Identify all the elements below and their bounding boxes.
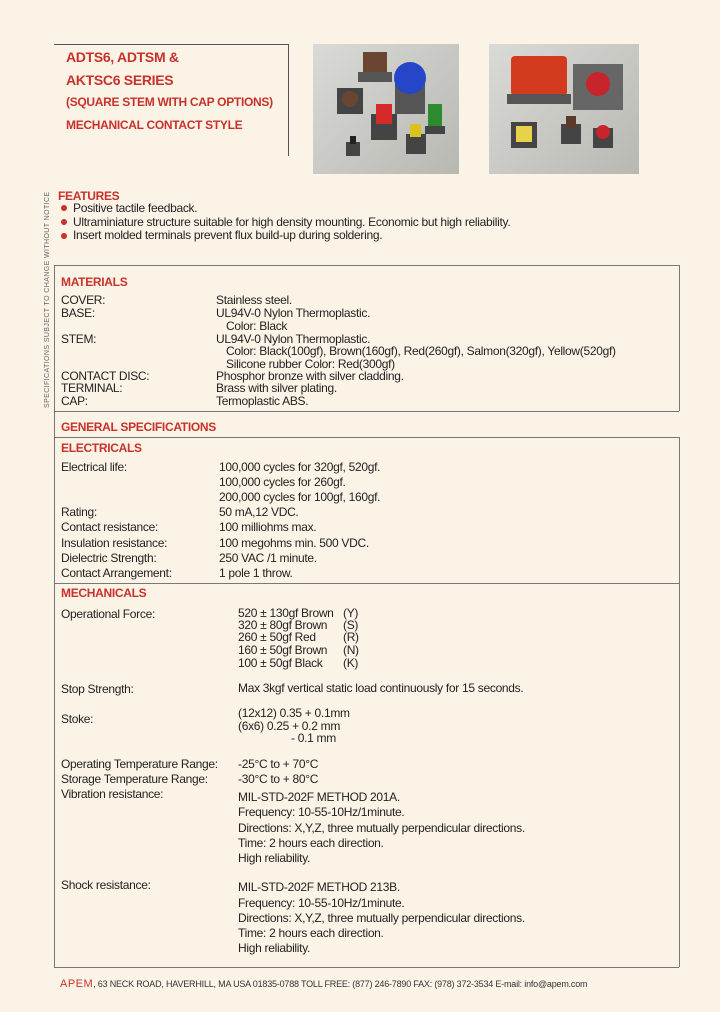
material-label: BASE: [61, 306, 95, 320]
mech-value: MIL-STD-202F METHOD 201A. [238, 790, 400, 804]
divider [679, 265, 680, 411]
mech-value: High reliability. [238, 941, 311, 955]
product-photo-left [313, 44, 459, 174]
material-value: UL94V-0 Nylon Thermoplastic. [216, 306, 371, 320]
materials-heading: MATERIALS [61, 275, 128, 289]
mech-value: Time: 2 hours each direction. [238, 926, 384, 940]
material-label: TERMINAL: [61, 381, 123, 395]
divider [679, 437, 680, 583]
material-value: UL94V-0 Nylon Thermoplastic. [216, 332, 371, 346]
divider [54, 411, 679, 412]
brand-name: APEM [60, 978, 94, 990]
mech-label: Operational Force: [61, 607, 155, 621]
force-value: 160 ± 50gf Brown [238, 643, 328, 657]
title-line-4: MECHANICAL CONTACT STYLE [66, 118, 243, 132]
force-code: (S) [343, 618, 359, 632]
force-code: (N) [343, 643, 359, 657]
material-value: Color: Black(100gf), Brown(160gf), Red(260gf), Salmon(320gf), Yellow(520gf) [226, 344, 616, 358]
material-label: CAP: [61, 394, 88, 408]
mech-value: Directions: X,Y,Z, three mutually perpendicular directions. [238, 821, 525, 835]
divider [54, 583, 679, 584]
footer-address: , 63 NECK ROAD, HAVERHILL, MA USA 01835-0788 TOLL FREE: (877) 246-7890 FAX: (978) 372-3534 E-mail: info@apem.com [93, 979, 588, 989]
mech-value: High reliability. [238, 851, 311, 865]
mech-value: Directions: X,Y,Z, three mutually perpendicular directions. [238, 911, 525, 925]
force-value: 260 ± 50gf Red [238, 630, 316, 644]
product-photo-left-illustration [313, 44, 459, 174]
electrical-label: Insulation resistance: [61, 536, 168, 550]
title-line-2: AKTSC6 SERIES [66, 72, 174, 88]
mech-value: MIL-STD-202F METHOD 213B. [238, 880, 400, 894]
mech-value: (6x6) 0.25 + 0.2 mm [238, 719, 341, 733]
product-photo-right-illustration [489, 44, 639, 174]
force-code: (K) [343, 656, 359, 670]
mech-label: Stoke: [61, 712, 94, 726]
electrical-value: 250 VAC /1 minute. [219, 551, 317, 565]
force-value: 520 ± 130gf Brown [238, 606, 334, 620]
divider [679, 583, 680, 967]
electrical-value: 200,000 cycles for 100gf, 160gf. [219, 490, 381, 504]
mech-value: Frequency: 10-55-10Hz/1minute. [238, 805, 405, 819]
material-value: Stainless steel. [216, 293, 292, 307]
electrical-value: 100,000 cycles for 320gf, 520gf. [219, 460, 381, 474]
feature-item: Insert molded terminals prevent flux build-up during soldering. [73, 228, 383, 242]
material-value: Phosphor bronze with silver cladding. [216, 369, 404, 383]
electrical-label: Dielectric Strength: [61, 551, 157, 565]
divider [54, 967, 679, 968]
electrical-value: 50 mA,12 VDC. [219, 505, 299, 519]
mech-value: -30°C to + 80°C [238, 772, 319, 786]
features-heading: FEATURES [58, 189, 120, 203]
electrical-value: 100,000 cycles for 260gf. [219, 475, 346, 489]
force-code: (Y) [343, 606, 359, 620]
title-line-1: ADTS6, ADTSM & [66, 49, 179, 65]
mech-value: Max 3kgf vertical static load continuously for 15 seconds. [238, 681, 524, 695]
divider [54, 437, 679, 438]
electrical-value: 1 pole 1 throw. [219, 566, 293, 580]
material-value: Termoplastic ABS. [216, 394, 309, 408]
bullet-icon [61, 233, 67, 239]
mech-value: Frequency: 10-55-10Hz/1minute. [238, 896, 405, 910]
feature-item: Ultraminiature structure suitable for high density mounting. Economic but high reliability. [73, 215, 511, 229]
electrical-label: Contact resistance: [61, 520, 159, 534]
mech-value: Time: 2 hours each direction. [238, 836, 384, 850]
force-code: (R) [343, 630, 359, 644]
mech-label: Stop Strength: [61, 682, 134, 696]
divider [54, 265, 55, 967]
force-value: 320 ± 80gf Brown [238, 618, 328, 632]
material-label: STEM: [61, 332, 97, 346]
electrical-label: Electrical life: [61, 460, 127, 474]
material-value: Silicone rubber Color: Red(300gf) [226, 357, 395, 371]
mech-value: - 0.1 mm [291, 731, 336, 745]
product-photo-right [489, 44, 639, 174]
electrical-label: Contact Arrangement: [61, 566, 172, 580]
mech-label: Operating Temperature Range: [61, 757, 218, 771]
footer [60, 978, 587, 990]
title-box [54, 44, 289, 156]
mech-label: Shock resistance: [61, 878, 151, 892]
mech-label: Vibration resistance: [61, 787, 164, 801]
mech-value: (12x12) 0.35 + 0.1mm [238, 706, 350, 720]
general-specs-heading: GENERAL SPECIFICATIONS [61, 420, 216, 434]
divider [54, 265, 679, 266]
title-line-3: (SQUARE STEM WITH CAP OPTIONS) [66, 95, 273, 109]
material-label: CONTACT DISC: [61, 369, 150, 383]
feature-item: Positive tactile feedback. [73, 201, 198, 215]
mechanicals-heading: MECHANICALS [61, 586, 147, 600]
electrical-label: Rating: [61, 505, 97, 519]
electricals-heading: ELECTRICALS [61, 441, 142, 455]
force-value: 100 ± 50gf Black [238, 656, 323, 670]
material-value: Brass with silver plating. [216, 381, 337, 395]
material-value: Color: Black [226, 319, 288, 333]
electrical-value: 100 milliohms max. [219, 520, 317, 534]
material-label: COVER: [61, 293, 106, 307]
side-note: SPECIFICATIONS SUBJECT TO CHANGE WITHOUT NOTICE [44, 191, 51, 408]
bullet-icon [61, 205, 67, 211]
bullet-icon [61, 219, 67, 225]
mech-label: Storage Temperature Range: [61, 772, 208, 786]
electrical-value: 100 megohms min. 500 VDC. [219, 536, 369, 550]
mech-value: -25°C to + 70°C [238, 757, 319, 771]
